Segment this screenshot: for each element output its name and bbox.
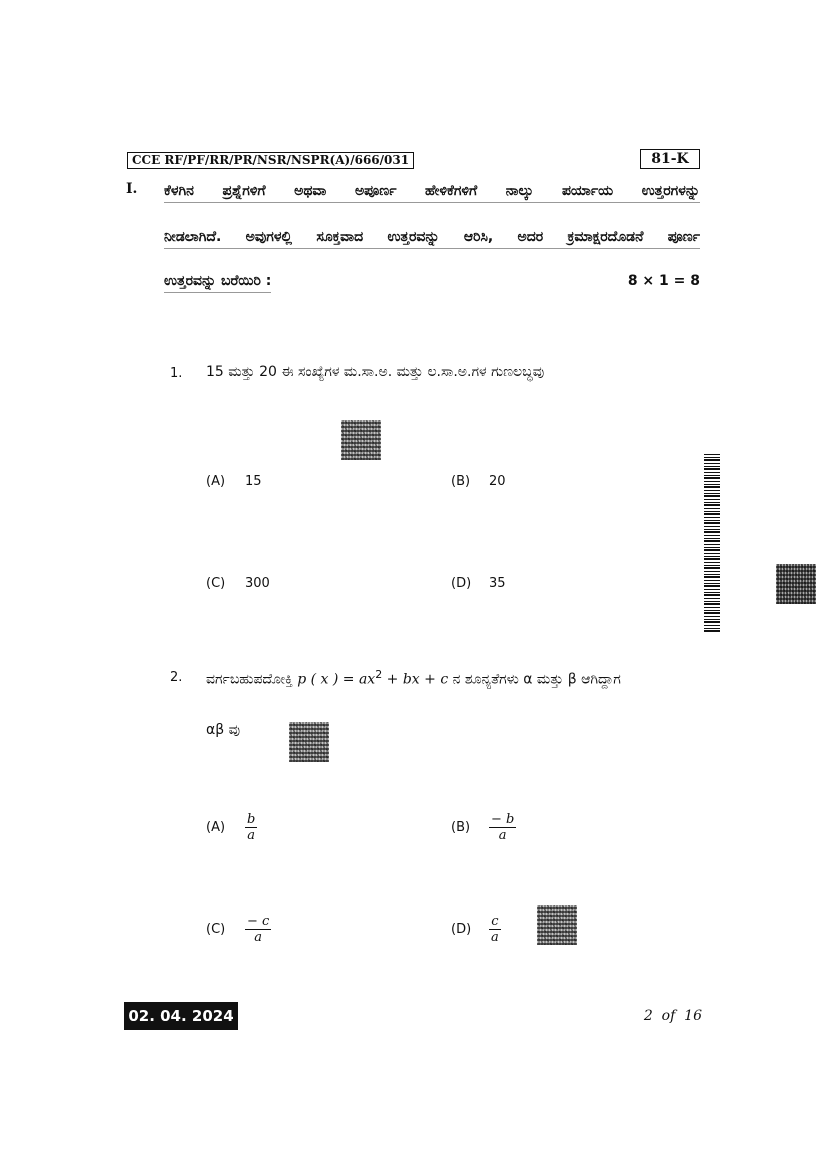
section-marks: 8 × 1 = 8 — [627, 273, 700, 289]
q2-option-c-denominator: a — [254, 930, 263, 945]
q2-option-c-fraction — [245, 914, 271, 945]
q2-option-d-fraction — [489, 914, 501, 945]
q2-option-b-label: (B) — [451, 820, 471, 835]
q2-option-b-fraction — [489, 812, 516, 843]
question-2-text-line2: αβ ವು — [206, 722, 241, 738]
q2-option-d-label: (D) — [451, 922, 472, 937]
q1-option-d-label: (D) — [451, 576, 472, 591]
qr-code-icon — [776, 564, 816, 604]
qr-watermark-icon — [537, 905, 577, 945]
q1-option-b-value: 20 — [489, 474, 506, 489]
q2-option-c-numerator: − c — [247, 914, 270, 929]
q2-option-d-numerator: c — [491, 914, 499, 929]
question-2-text-after: ನ ಶೂನ್ಯತೆಗಳು α ಮತ್ತು β ಆಗಿದ್ದಾಗ — [452, 671, 621, 688]
question-2-text — [206, 668, 621, 688]
q2-option-d-denominator: a — [491, 930, 499, 945]
q1-option-b-label: (B) — [451, 474, 471, 489]
q2-option-a-denominator: a — [247, 828, 256, 843]
question-1-number: 1. — [170, 366, 183, 381]
polynomial-rest: + bx + c — [386, 671, 449, 688]
question-1-text: 15 ಮತ್ತು 20 ಈ ಸಂಖ್ಯೆಗಳ ಮ.ಸಾ.ಅ. ಮತ್ತು ಲ.ಸಾ.ಅ.ಗಳ ಗುಣಲಬ್ಧವು — [206, 364, 545, 380]
q2-option-a-label: (A) — [206, 820, 226, 835]
barcode-icon — [704, 452, 720, 632]
q1-option-d-value: 35 — [489, 576, 506, 591]
page-number: 2 of 16 — [643, 1008, 702, 1024]
exam-date: 02. 04. 2024 — [124, 1002, 238, 1030]
q2-option-c-label: (C) — [206, 922, 226, 937]
q1-option-a-value: 15 — [245, 474, 262, 489]
q2-option-b-denominator: a — [498, 828, 507, 843]
question-2-text-before: ವರ್ಗಬಹುಪದೋಕ್ತಿ — [206, 671, 293, 688]
instruction-line-2: ನೀಡಲಾಗಿದೆ. ಅವುಗಳಲ್ಲಿ ಸೂಕ್ತವಾದ ಉತ್ತರವನ್ನು ಆರಿಸಿ, ಅದರ ಕ್ರಮಾಕ್ಷರದೊಡನೆ ಪೂರ್ಣ — [164, 226, 700, 249]
polynomial-exponent: 2 — [375, 668, 383, 681]
polynomial-lhs: p ( x ) = ax — [297, 671, 376, 688]
q1-option-c-label: (C) — [206, 576, 226, 591]
exam-code: CCE RF/PF/RR/PR/NSR/NSPR(A)/666/031 — [127, 152, 414, 169]
q1-option-a-label: (A) — [206, 474, 226, 489]
section-number: I. — [126, 181, 138, 197]
qr-watermark-icon — [341, 420, 381, 460]
question-2-number: 2. — [170, 670, 183, 685]
instruction-line-1: ಕೆಳಗಿನ ಪ್ರಶ್ನೆಗಳಿಗೆ ಅಥವಾ ಅಪೂರ್ಣ ಹೇಳಿಕೆಗಳಿಗೆ ನಾಲ್ಕು ಪರ್ಯಾಯ ಉತ್ತರಗಳನ್ನು — [164, 180, 700, 203]
qr-watermark-icon — [289, 722, 329, 762]
q2-option-a-fraction — [245, 812, 257, 843]
paper-code: 81-K — [640, 149, 700, 169]
q2-option-b-numerator: − b — [491, 812, 515, 827]
q2-option-a-numerator: b — [247, 812, 256, 827]
instruction-line-3: ಉತ್ತರವನ್ನು ಬರೆಯಿರಿ : — [164, 270, 271, 293]
q1-option-c-value: 300 — [245, 576, 270, 591]
